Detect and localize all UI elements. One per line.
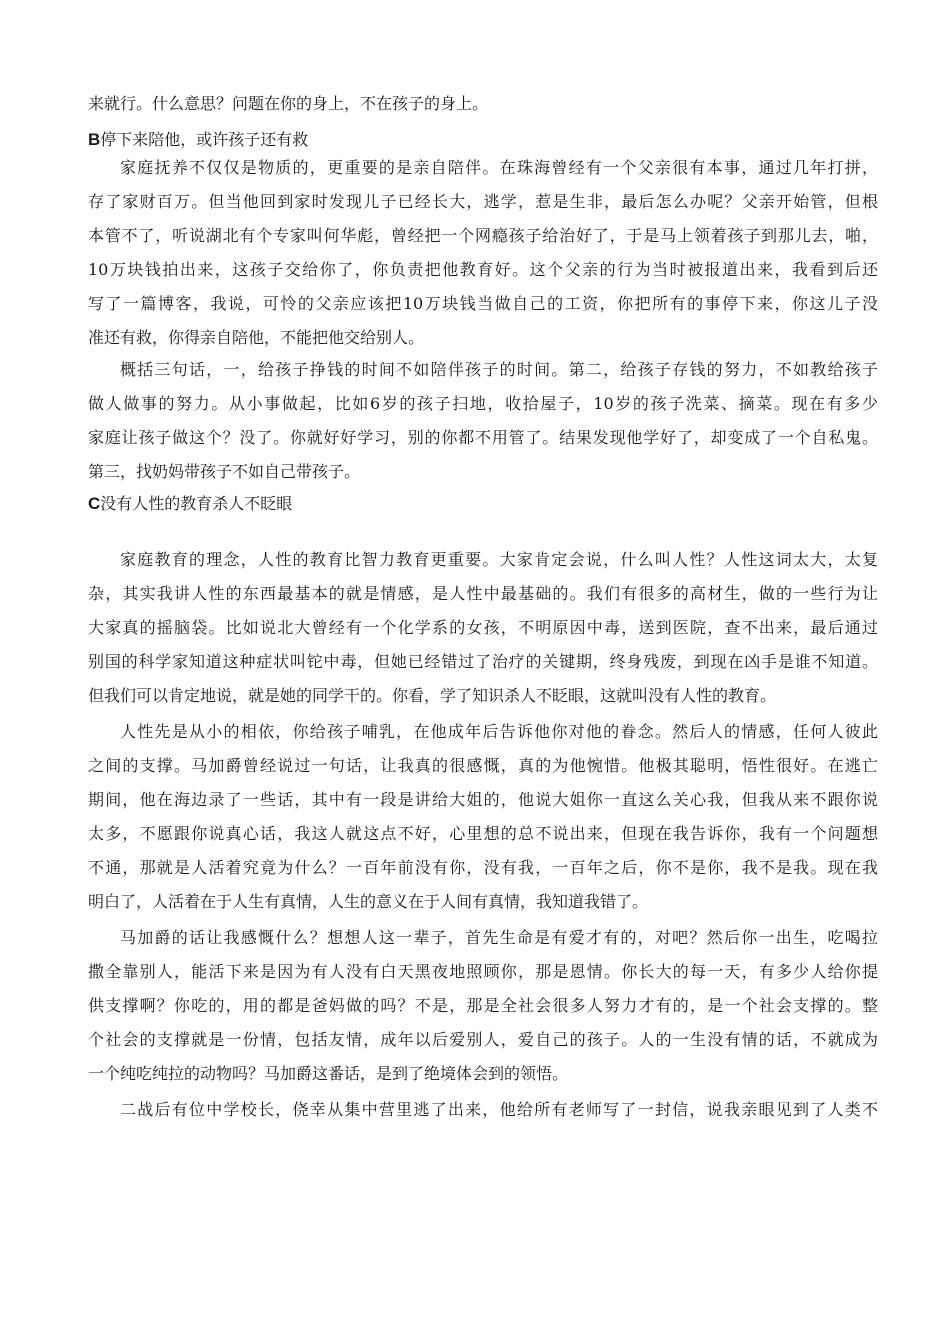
section-b-paragraph-2 — [88, 360, 878, 482]
paragraph-line: 二战后有位中学校长，侥幸从集中营里逃了出来，他给所有老师写了一封信，说我亲眼见到了人类不 — [120, 1100, 878, 1119]
section-c-title: 没有人性的教育杀人不眨眼 — [100, 494, 293, 513]
paragraph-line: 明白了，人活着在于人生有真情，人生的意义在于人间有真情，我知道我错了。 — [88, 892, 649, 911]
paragraph-line: 个社会的支撑就是一份情，包括友情，成年以后爱别人，爱自己的孩子。人的一生没有情的话，不就成为 — [88, 1030, 878, 1049]
paragraph-line: 太多，不愿跟你说真心话，我这人就这点不好，心里想的总不说出来，但现在我告诉你，我有一个问题想 — [88, 824, 878, 843]
paragraph-line: 大家真的摇脑袋。比如说北大曾经有一个化学系的女孩，不明原因中毒，送到医院，查不出来，最后通过 — [88, 618, 878, 637]
paragraph-line: 之间的支撑。马加爵曾经说过一句话，让我真的很感慨，真的为他惋惜。他极其聪明，悟性很好。在逃亡 — [88, 756, 878, 775]
paragraph-line: 期间，他在海边录了一些话，其中有一段是讲给大姐的，他说大姐你一直这么关心我，但我从来不跟你说 — [88, 790, 878, 809]
paragraph-line: 本管不了，听说湖北有个专家叫何华彪，曾经把一个网瘾孩子给治好了，于是马上领着孩子到那儿去，啪， — [88, 226, 878, 245]
section-c-paragraph-3 — [88, 928, 878, 1084]
section-b-letter: B — [88, 130, 101, 149]
paragraph-line: 存了家财百万。但当他回到家时发现儿子已经长大，逃学，惹是生非，最后怎么办呢？父亲开始管，但根 — [88, 192, 878, 211]
paragraph-line: 但我们可以肯定地说，就是她的同学干的。你看，学了知识杀人不眨眼，这就叫没有人性的教育。 — [88, 686, 777, 705]
paragraph-line: 家庭教育的理念，人性的教育比智力教育更重要。大家肯定会说，什么叫人性？人性这词太大，太复 — [120, 550, 878, 569]
section-c-heading — [88, 494, 878, 514]
intro-line: 来就行。什么意思？问题在你的身上，不在孩子的身上。 — [88, 94, 489, 113]
document-page — [88, 94, 878, 1119]
paragraph-line: 一个纯吃纯拉的动物吗？马加爵这番话，是到了绝境体会到的领悟。 — [88, 1064, 569, 1083]
section-b-title: 停下来陪他，或许孩子还有救 — [100, 130, 309, 149]
paragraph-line: 杂，其实我讲人性的东西最基本的就是情感，是人性中最基础的。我们有很多的高材生，做的一些行为让 — [88, 584, 878, 603]
paragraph-line: 写了一篇博客，我说，可怜的父亲应该把10万块钱当做自己的工资，你把所有的事停下来，你这儿子没 — [88, 294, 878, 313]
paragraph-line: 家庭让孩子做这个？没了。你就好好学习，别的你都不用管了。结果发现他学好了，却变成了一个自私鬼。 — [88, 428, 878, 447]
paragraph-line: 别国的科学家知道这种症状叫铊中毒，但她已经错过了治疗的关键期，终身残废，到现在凶手是谁不知道。 — [88, 652, 878, 671]
paragraph-line: 做人做事的努力。从小事做起，比如6岁的孩子扫地，收拾屋子，10岁的孩子洗菜、摘菜。现在有多少 — [88, 394, 878, 413]
paragraph-line: 家庭抚养不仅仅是物质的，更重要的是亲自陪伴。在珠海曾经有一个父亲很有本事，通过几年打拼， — [120, 158, 878, 177]
section-c-paragraph-2 — [88, 722, 878, 912]
paragraph-line: 马加爵的话让我感慨什么？想想人这一辈子，首先生命是有爱才有的，对吧？然后你一出生，吃喝拉 — [120, 928, 878, 947]
paragraph-line: 撒全靠别人，能活下来是因为有人没有白天黑夜地照顾你，那是恩情。你长大的每一天，有多少人给你提 — [88, 962, 878, 981]
paragraph-line: 供支撑啊？你吃的，用的都是爸妈做的吗？不是，那是全社会很多人努力才有的，是一个社会支撑的。整 — [88, 996, 878, 1015]
paragraph-line: 概括三句话，一，给孩子挣钱的时间不如陪伴孩子的时间。第二，给孩子存钱的努力，不如教给孩子 — [120, 360, 878, 379]
paragraph-line: 准还有救，你得亲自陪他，不能把他交给别人。 — [88, 328, 425, 347]
paragraph-line: 不通，那就是人活着究竟为什么？一百年前没有你，没有我，一百年之后，你不是你，我不是我。现在我 — [88, 858, 878, 877]
paragraph-line: 第三，找奶妈带孩子不如自己带孩子。 — [88, 462, 361, 481]
paragraph-line: 人性先是从小的相依，你给孩子哺乳，在他成年后告诉他你对他的眷念。然后人的情感，任何人彼此 — [120, 722, 878, 741]
paragraph-line: 10万块钱拍出来，这孩子交给你了，你负责把他教育好。这个父亲的行为当时被报道出来，我看到后还 — [88, 260, 878, 279]
section-b-heading — [88, 130, 878, 150]
section-c-paragraph-1 — [88, 550, 878, 706]
section-c-paragraph-4 — [88, 1100, 878, 1120]
section-b-paragraph-1 — [88, 158, 878, 348]
section-c-letter: C — [88, 494, 101, 513]
